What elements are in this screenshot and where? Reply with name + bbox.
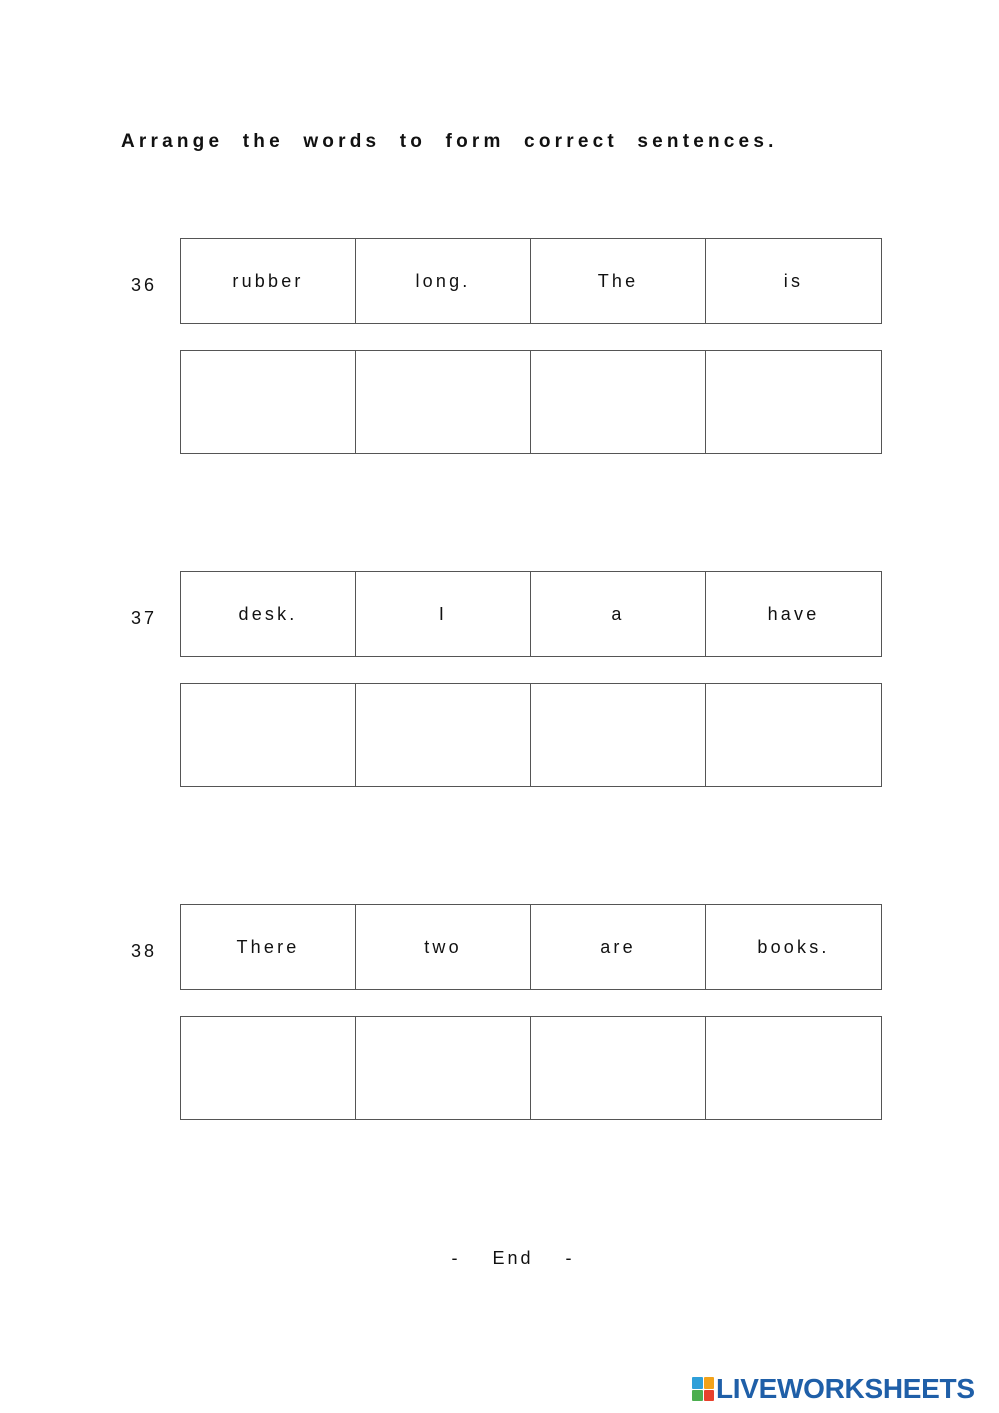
answer-box[interactable] <box>706 1017 881 1119</box>
answer-box[interactable] <box>181 684 356 786</box>
answer-row-38 <box>180 1016 882 1120</box>
answer-box[interactable] <box>356 351 531 453</box>
word-tile[interactable]: two <box>356 905 531 989</box>
word-tile[interactable]: desk. <box>181 572 356 656</box>
end-marker: - End - <box>451 1248 575 1268</box>
logo-text: LIVEWORKSHEETS <box>716 1373 975 1404</box>
word-tile[interactable]: is <box>783 270 804 291</box>
word-tile[interactable]: The <box>531 239 706 323</box>
word-row-36 <box>180 238 882 324</box>
liveworksheets-logo <box>692 1374 975 1404</box>
answer-box[interactable] <box>356 684 531 786</box>
word-tile[interactable]: I <box>356 572 531 656</box>
answer-box[interactable] <box>531 1017 706 1119</box>
logo-mark-icon <box>692 1377 714 1401</box>
word-tile[interactable]: There <box>181 905 356 989</box>
instruction-text: Arrange the words to form correct sentences. <box>121 131 778 152</box>
answer-box[interactable] <box>181 351 356 453</box>
word-tile[interactable]: long. <box>356 239 531 323</box>
answer-box[interactable] <box>706 684 881 786</box>
word-row-38 <box>180 904 882 990</box>
word-tile[interactable]: a <box>531 572 706 656</box>
question-number-36: 36 <box>131 275 158 295</box>
word-tile[interactable]: rubber <box>181 239 356 323</box>
answer-box[interactable] <box>181 1017 356 1119</box>
word-tile[interactable]: books. <box>757 936 830 957</box>
answer-box[interactable] <box>531 684 706 786</box>
answer-box[interactable] <box>531 351 706 453</box>
question-number-38: 38 <box>131 941 158 961</box>
question-number-37: 37 <box>131 608 158 628</box>
answer-box[interactable] <box>356 1017 531 1119</box>
answer-box[interactable] <box>706 351 881 453</box>
word-tile[interactable]: have <box>767 603 820 624</box>
answer-row-36 <box>180 350 882 454</box>
word-tile[interactable]: are <box>531 905 706 989</box>
answer-row-37 <box>180 683 882 787</box>
word-row-37 <box>180 571 882 657</box>
